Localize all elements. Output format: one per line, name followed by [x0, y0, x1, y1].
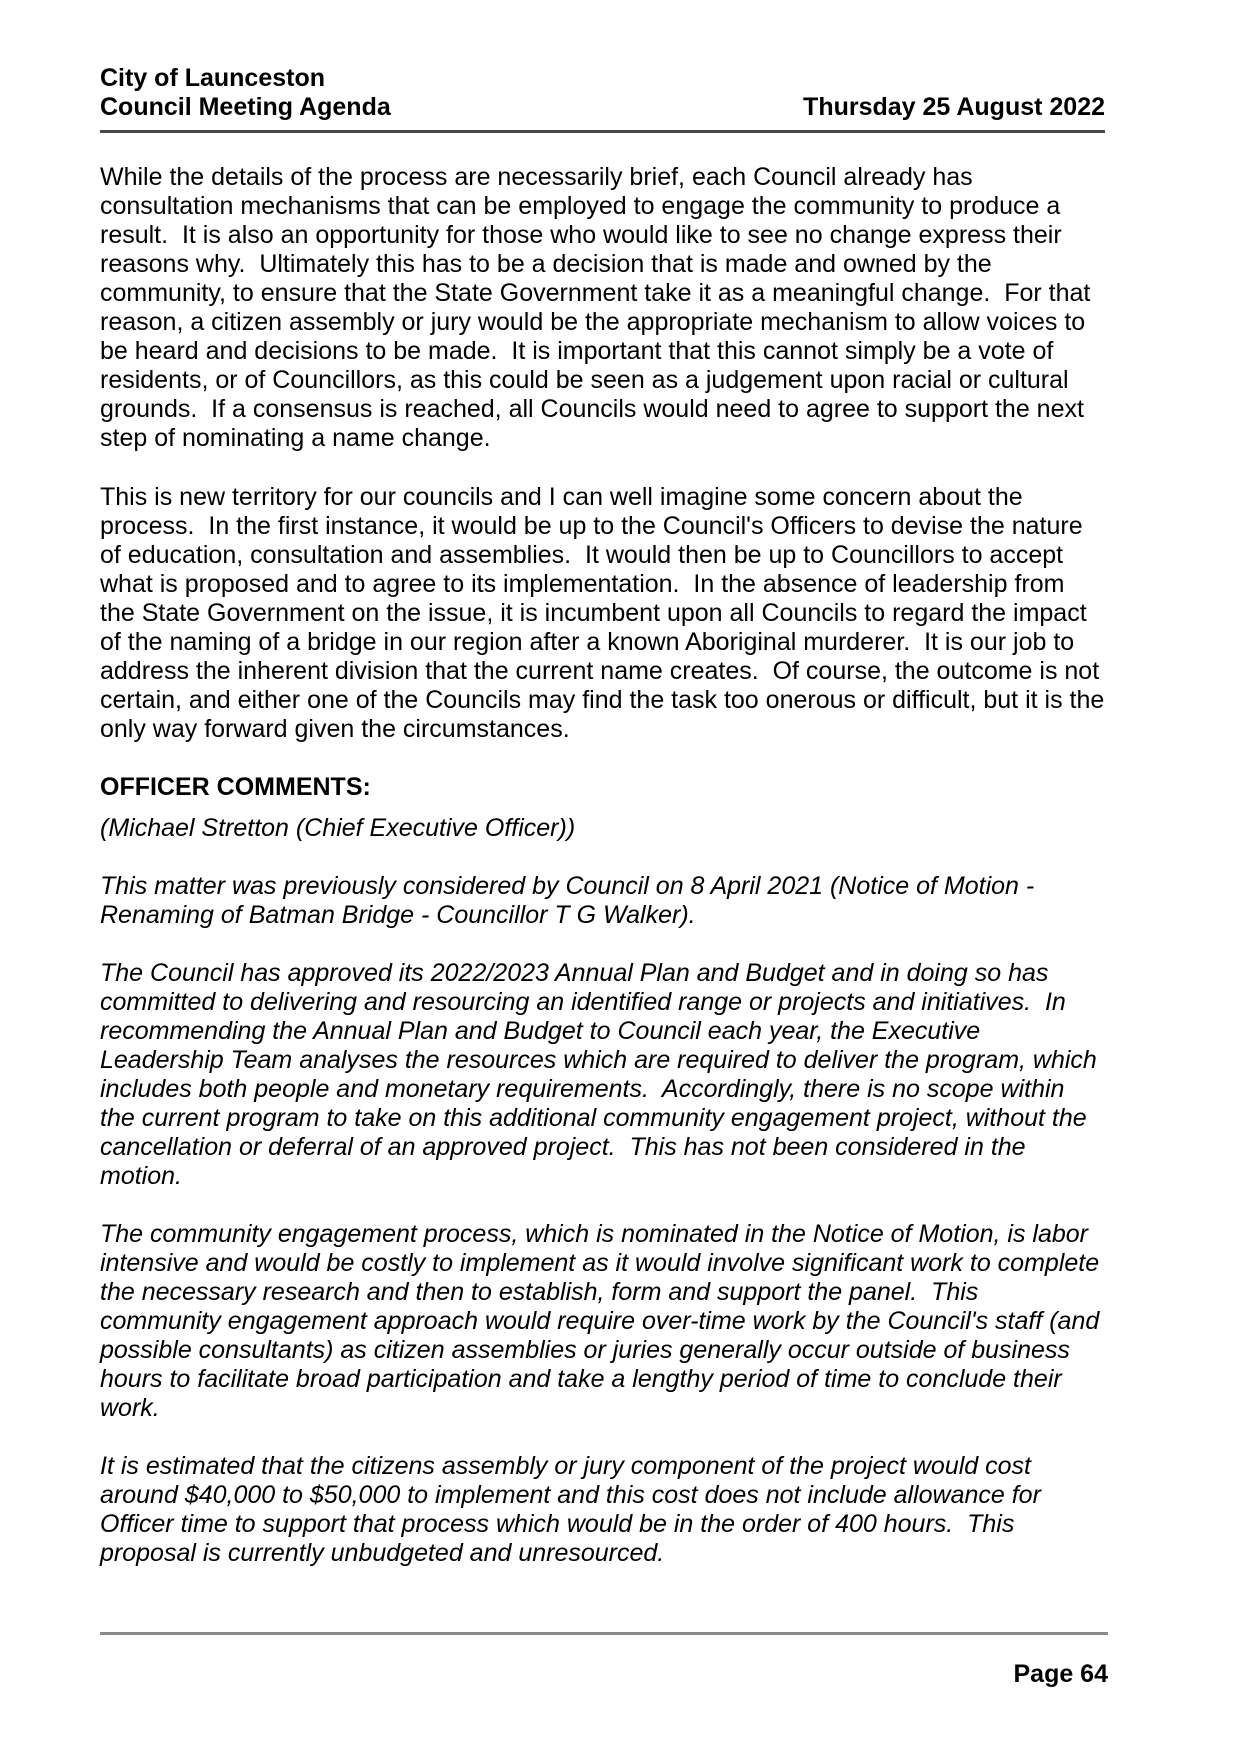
org-name: City of Launceston [100, 64, 326, 92]
page-number: Page 64 [1013, 1660, 1108, 1688]
officer-comments-paragraph: The community engagement process, which is nominated in the Notice of Motion, is labor intensive and would be costly to implement as it would involve significant work to complete the necessary research and then to establish, form and support the panel. This community engagement approach would require over-time work by the Council's staff (and possible consultants) as citizen assemblies or juries generally occur outside of business hours to facilitate broad participation and take a lengthy period of time to conclude their work. [100, 1220, 1107, 1422]
officer-author-line: (Michael Stretton (Chief Executive Officer)) [100, 814, 576, 842]
officer-comments-paragraph: This matter was previously considered by Council on 8 April 2021 (Notice of Motion - Renaming of Batman Bridge - Councillor T G Walker). [100, 872, 1042, 929]
header-divider [100, 130, 1105, 133]
document-title: Council Meeting Agenda [100, 93, 391, 121]
officer-comments-paragraph: It is estimated that the citizens assembly or jury component of the project would cost around $40,000 to $50,000 to implement and this cost does not include allowance for Officer time to support that process which would be in the order of 400 hours. This proposal is currently unbudgeted and unresourced. [100, 1452, 1048, 1567]
footer-divider [100, 1632, 1108, 1635]
header-date: Thursday 25 August 2022 [803, 93, 1105, 121]
page-header [100, 64, 1105, 122]
body-paragraph: While the details of the process are necessarily brief, each Council already has consultation mechanisms that can be employed to engage the community to produce a result. It is also an opportunity for those who would like to see no change express their reasons why. Ultimately this has to be a decision that is made and owned by the community, to ensure that the State Government take it as a meaningful change. For that reason, a citizen assembly or jury would be the appropriate mechanism to allow voices to be heard and decisions to be made. It is important that this cannot simply be a vote of residents, or of Councillors, as this could be seen as a judgement upon racial or cultural grounds. If a consensus is reached, all Councils would need to agree to support the next step of nominating a name change. [100, 163, 1098, 452]
officer-comments-heading: OFFICER COMMENTS: [100, 773, 371, 801]
body-paragraph: This is new territory for our councils and I can well imagine some concern about the process. In the first instance, it would be up to the Council's Officers to devise the nature of education, consultation and assemblies. It would then be up to Councillors to accept what is proposed and to agree to its implementation. In the absence of leadership from the State Government on the issue, it is incumbent upon all Councils to regard the impact of the naming of a bridge in our region after a known Aboriginal murderer. It is our job to address the inherent division that the current name creates. Of course, the outcome is not certain, and either one of the Councils may find the task too onerous or difficult, but it is the only way forward given the circumstances. [100, 483, 1112, 743]
document-page [100, 64, 1112, 1568]
header-title-row [100, 93, 1105, 122]
officer-comments-paragraph: The Council has approved its 2022/2023 Annual Plan and Budget and in doing so has committed to delivering and resourcing an identified range or projects and initiatives. In recommending the Annual Plan and Budget to Council each year, the Executive Leadership Team analyses the resources which are required to deliver the program, which includes both people and monetary requirements. Accordingly, there is no scope within the current program to take on this additional community engagement project, without the cancellation or deferral of an approved project. This has not been considered in the motion. [100, 959, 1104, 1190]
